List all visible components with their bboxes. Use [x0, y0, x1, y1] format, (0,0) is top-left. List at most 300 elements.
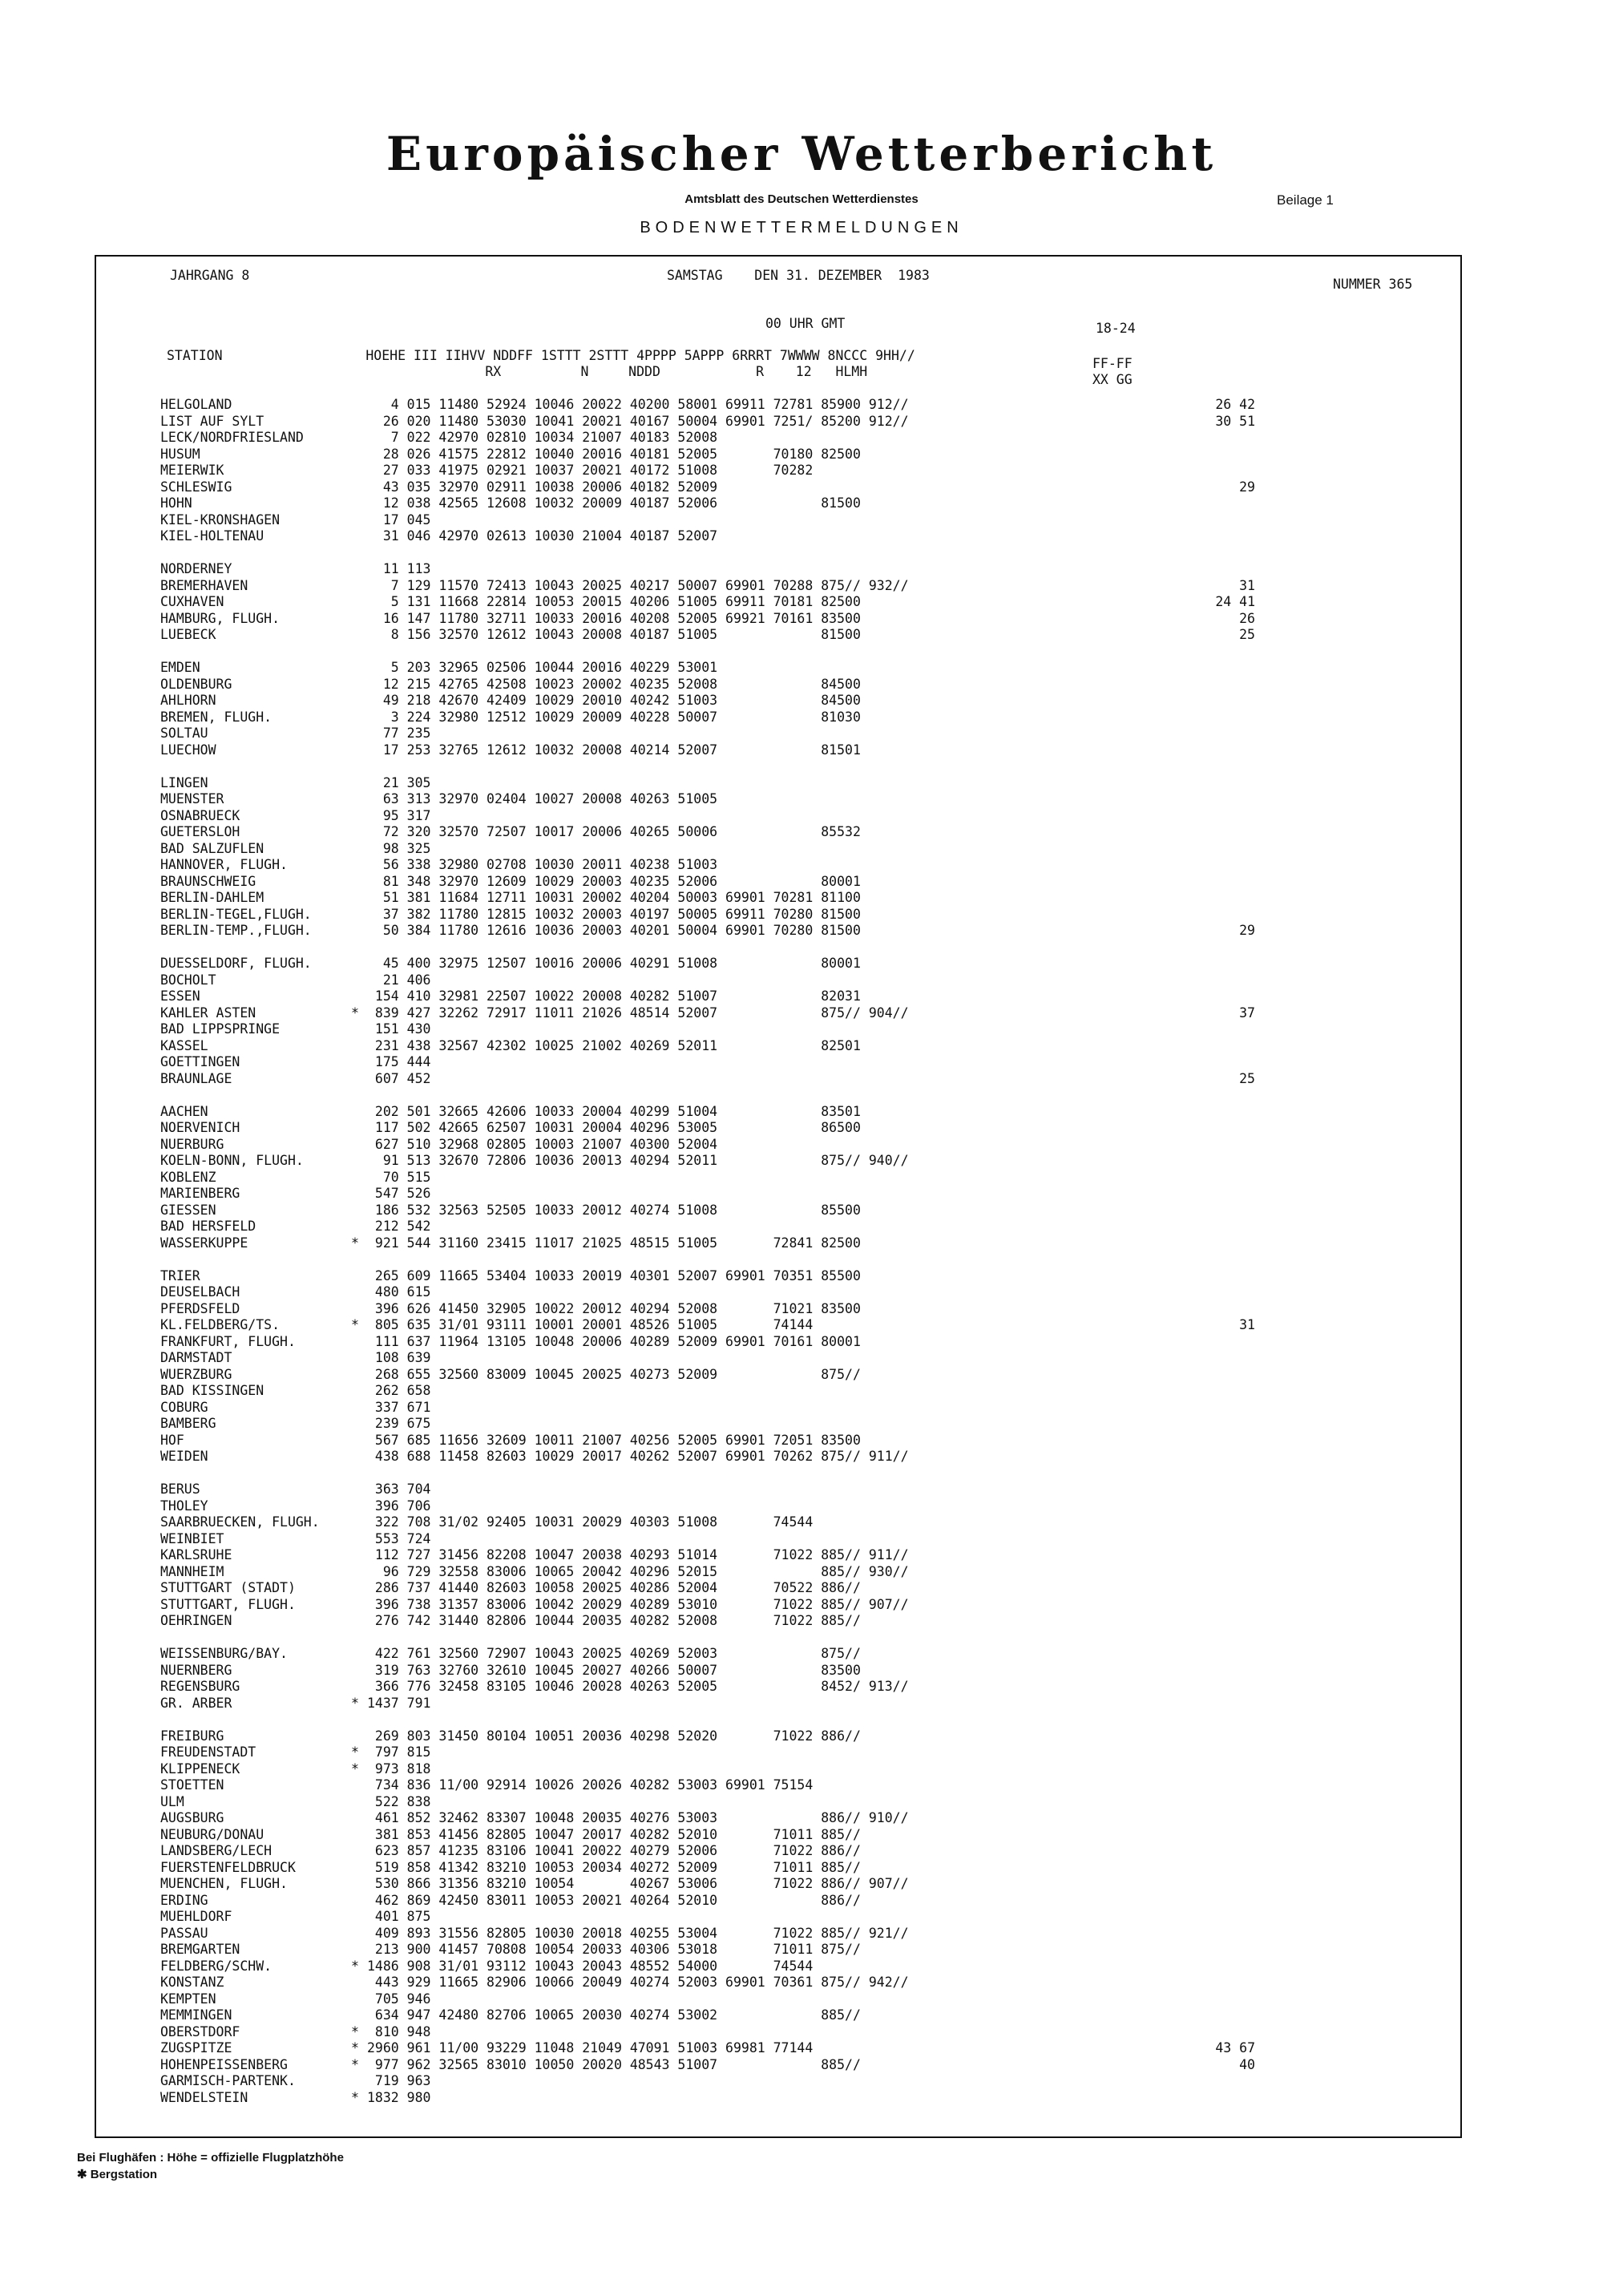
station-row	[160, 726, 1263, 742]
station-code-groups: 98 325	[367, 840, 431, 856]
station-code-groups: 17 045	[367, 511, 431, 528]
mountain-station-mark	[351, 1860, 367, 1877]
station-name: HOF	[160, 1432, 184, 1448]
station-wind-extra	[1137, 677, 1263, 693]
station-wind-extra	[1137, 1120, 1263, 1137]
station-row	[160, 808, 1263, 825]
mountain-station-mark	[351, 775, 367, 792]
station-row	[160, 594, 1263, 611]
station-name: SOLTAU	[160, 726, 208, 741]
station-name: BRAUNLAGE	[160, 1070, 232, 1086]
station-wind-extra	[1137, 2073, 1263, 2090]
station-wind-extra	[1137, 1219, 1263, 1235]
station-row	[160, 2090, 1263, 2107]
station-name: TRIER	[160, 1267, 200, 1283]
mountain-station-mark	[351, 1827, 367, 1844]
station-wind-extra	[1137, 561, 1263, 578]
station-wind-extra	[1137, 874, 1263, 891]
station-code-groups: 51 381 11684 12711 10031 20002 40204 50003 69901 70281 81100	[367, 890, 861, 905]
mountain-station-mark	[351, 1367, 367, 1384]
station-name: LECK/NORDFRIESLAND	[160, 430, 304, 445]
station-row	[160, 1433, 1263, 1449]
station-row	[160, 1975, 1263, 1991]
publisher-subtitle: Amtsblatt des Deutschen Wetterdienstes	[684, 192, 919, 206]
station-wind-extra	[1137, 1350, 1263, 1367]
extra-column-header-ff: FF-FF	[1092, 356, 1133, 371]
mountain-station-mark	[351, 1400, 367, 1417]
station-row	[160, 709, 1263, 726]
station-row	[160, 1350, 1263, 1367]
station-wind-extra	[1137, 1597, 1263, 1614]
station-row	[160, 1613, 1263, 1630]
station-wind-extra	[1137, 1104, 1263, 1121]
mountain-station-mark	[351, 808, 367, 825]
station-row	[160, 1449, 1263, 1465]
station-wind-extra	[1137, 1663, 1263, 1680]
station-row	[160, 1071, 1263, 1088]
station-name: WEIDEN	[160, 1449, 208, 1464]
mountain-station-mark	[351, 561, 367, 578]
station-name: KIEL-HOLTENAU	[160, 528, 264, 544]
date-label: SAMSTAG DEN 31. DEZEMBER 1983	[667, 268, 930, 283]
station-wind-extra	[1137, 1860, 1263, 1877]
station-row	[160, 1005, 1263, 1022]
station-name: KOBLENZ	[160, 1169, 216, 1185]
mountain-station-mark	[351, 512, 367, 529]
station-name: PFERDSFELD	[160, 1300, 240, 1316]
station-code-groups: 634 947 42480 82706 10065 20030 40274 53002 885//	[367, 2007, 861, 2023]
station-row	[160, 578, 1263, 595]
station-name: BERUS	[160, 1481, 200, 1497]
station-code-groups: 26 020 11480 53030 10041 20021 40167 50004 69901 7251/ 85200 912//	[367, 413, 909, 429]
station-code-groups: 522 838	[367, 1793, 431, 1809]
mountain-station-mark	[351, 479, 367, 496]
station-row	[160, 1400, 1263, 1417]
mountain-station-mark	[351, 495, 367, 512]
footnote-airports: Bei Flughäfen : Höhe = offizielle Flugplatzhöhe	[77, 2151, 344, 2165]
station-row	[160, 1235, 1263, 1252]
station-wind-extra	[1137, 1137, 1263, 1154]
station-wind-extra	[1137, 528, 1263, 545]
mountain-station-mark	[351, 824, 367, 841]
station-row	[160, 1810, 1263, 1827]
mountain-station-mark: *	[351, 2023, 359, 2039]
station-wind-extra	[1137, 775, 1263, 792]
station-code-groups: 553 724	[367, 1530, 431, 1546]
station-code-groups: 366 776 32458 83105 10046 20028 40263 52005 8452/ 913//	[367, 1679, 909, 1694]
mountain-station-mark	[351, 890, 367, 907]
station-row	[160, 1038, 1263, 1055]
station-name: AACHEN	[160, 1103, 208, 1119]
mountain-station-mark	[351, 1531, 367, 1548]
station-row	[160, 1926, 1263, 1942]
station-wind-extra: 25	[1239, 627, 1255, 642]
station-name: BAMBERG	[160, 1416, 216, 1431]
row-spacer	[160, 1630, 1263, 1647]
mountain-station-mark	[351, 1219, 367, 1235]
station-code-groups: 96 729 32558 83006 10065 20042 40296 52015 885// 930//	[367, 1563, 909, 1579]
station-name: MUENCHEN, FLUGH.	[160, 1876, 288, 1891]
mountain-station-mark	[351, 594, 367, 611]
station-name: CUXHAVEN	[160, 594, 224, 609]
station-name: BAD SALZUFLEN	[160, 840, 264, 856]
station-row	[160, 2024, 1263, 2041]
station-wind-extra	[1137, 907, 1263, 924]
station-row	[160, 414, 1263, 430]
mountain-station-mark	[351, 2007, 367, 2024]
station-code-groups: 705 946	[367, 1991, 431, 2007]
mountain-station-mark	[351, 907, 367, 924]
mountain-station-mark	[351, 1137, 367, 1154]
station-code-groups: 977 962 32565 83010 10050 20020 48543 51007 885//	[367, 2056, 861, 2072]
mountain-station-mark	[351, 1777, 367, 1794]
station-row	[160, 1367, 1263, 1384]
mountain-station-mark	[351, 1268, 367, 1285]
station-wind-extra	[1137, 1367, 1263, 1384]
station-code-groups: 21 305	[367, 774, 431, 790]
station-row	[160, 1170, 1263, 1186]
station-wind-extra	[1137, 1400, 1263, 1417]
station-wind-extra	[1137, 495, 1263, 512]
station-row	[160, 1876, 1263, 1893]
station-wind-extra	[1137, 890, 1263, 907]
station-name: SCHLESWIG	[160, 479, 232, 495]
row-spacer	[160, 545, 1263, 562]
station-wind-extra	[1137, 808, 1263, 825]
station-code-groups: 5 131 11668 22814 10053 20015 40206 51005 69911 70181 82500	[367, 594, 861, 609]
page-title: Europäischer Wetterbericht	[386, 127, 1217, 181]
station-name: BAD LIPPSPRINGE	[160, 1021, 281, 1037]
mountain-station-mark	[351, 1038, 367, 1055]
station-wind-extra	[1137, 1580, 1263, 1597]
station-code-groups: 810 948	[367, 2023, 431, 2039]
station-code-groups: 265 609 11665 53404 10033 20019 40301 52007 69901 70351 85500	[367, 1267, 861, 1283]
station-code-groups: 81 348 32970 12609 10029 20003 40235 52006 80001	[367, 873, 861, 889]
station-name: WENDELSTEIN	[160, 2089, 248, 2105]
row-spacer	[160, 940, 1263, 956]
station-code-groups: 734 836 11/00 92914 10026 20026 40282 53003 69901 75154	[367, 1777, 814, 1793]
station-wind-extra	[1137, 512, 1263, 529]
mountain-station-mark	[351, 578, 367, 595]
station-name: WEINBIET	[160, 1530, 224, 1546]
station-name: STOETTEN	[160, 1777, 224, 1793]
mountain-station-mark	[351, 1613, 367, 1630]
station-code-groups: 186 532 32563 52505 10033 20012 40274 51008 85500	[367, 1202, 861, 1218]
station-row	[160, 1203, 1263, 1219]
station-wind-extra	[1137, 1991, 1263, 2008]
station-row	[160, 1728, 1263, 1745]
station-code-groups: 213 900 41457 70808 10054 20033 40306 53018 71011 875//	[367, 1942, 861, 1957]
station-code-groups: 268 655 32560 83009 10045 20025 40273 52009 875//	[367, 1366, 861, 1382]
station-row	[160, 1696, 1263, 1712]
station-wind-extra	[1137, 1564, 1263, 1581]
mountain-station-mark: *	[351, 1958, 359, 1974]
station-name: PASSAU	[160, 1925, 208, 1941]
station-wind-extra: 26 42	[1215, 397, 1255, 412]
station-wind-extra	[1137, 693, 1263, 709]
station-name: HOHN	[160, 495, 192, 511]
station-code-groups: 117 502 42665 62507 10031 20004 40296 53005 86500	[367, 1120, 861, 1135]
mountain-station-mark	[351, 1926, 367, 1942]
station-row	[160, 1284, 1263, 1301]
station-row	[160, 890, 1263, 907]
station-name: BERLIN-DAHLEM	[160, 890, 264, 905]
station-row	[160, 677, 1263, 693]
station-wind-extra	[1137, 742, 1263, 759]
station-row	[160, 2073, 1263, 2090]
station-row	[160, 1663, 1263, 1680]
station-wind-extra	[1137, 1268, 1263, 1285]
mountain-station-mark	[351, 1334, 367, 1351]
station-wind-extra	[1137, 791, 1263, 808]
station-name: KAHLER ASTEN	[160, 1004, 256, 1021]
station-row	[160, 1794, 1263, 1811]
station-wind-extra	[1137, 1843, 1263, 1860]
station-wind-extra	[1137, 1186, 1263, 1203]
station-row	[160, 907, 1263, 924]
station-wind-extra	[1137, 1646, 1263, 1663]
station-code-groups: 2960 961 11/00 93229 11048 21049 47091 51003 69981 77144	[367, 2040, 814, 2055]
mountain-station-mark: *	[351, 2040, 359, 2055]
station-code-groups: 112 727 31456 82208 10047 20038 40293 51014 71022 885// 911//	[367, 1547, 909, 1562]
station-row	[160, 824, 1263, 841]
station-code-groups: 286 737 41440 82603 10058 20025 40286 52004 70522 886//	[367, 1580, 861, 1595]
mountain-station-mark	[351, 528, 367, 545]
station-wind-extra	[1137, 824, 1263, 841]
footnote-mountain-station: ✱ Bergstation	[77, 2168, 158, 2181]
station-name: LUEBECK	[160, 627, 216, 642]
station-row	[160, 1498, 1263, 1515]
station-code-groups: 95 317	[367, 807, 431, 823]
station-wind-extra	[1137, 841, 1263, 858]
station-code-groups: 111 637 11964 13105 10048 20006 40289 52009 69901 70161 80001	[367, 1333, 861, 1349]
station-name: WEISSENBURG/BAY.	[160, 1646, 288, 1661]
station-name: MEIERWIK	[160, 463, 224, 478]
station-name: OLDENBURG	[160, 676, 232, 692]
station-wind-extra	[1137, 1958, 1263, 1975]
station-name: GR. ARBER	[160, 1695, 232, 1711]
station-name: AHLHORN	[160, 693, 216, 708]
station-name: ESSEN	[160, 988, 200, 1004]
station-code-groups: 70 515	[367, 1169, 431, 1185]
station-code-groups: 5 203 32965 02506 10044 20016 40229 53001	[367, 660, 718, 675]
mountain-station-mark	[351, 430, 367, 447]
station-row	[160, 1827, 1263, 1844]
station-wind-extra: 30 51	[1215, 413, 1255, 429]
station-code-groups: 231 438 32567 42302 10025 21002 40269 52011 82501	[367, 1037, 861, 1053]
mountain-station-mark	[351, 611, 367, 628]
station-wind-extra	[1137, 1334, 1263, 1351]
mountain-station-mark	[351, 1021, 367, 1038]
station-wind-extra	[1137, 447, 1263, 463]
station-wind-extra	[1137, 1416, 1263, 1433]
mountain-station-mark: *	[351, 2089, 359, 2105]
station-wind-extra: 43 67	[1215, 2040, 1255, 2055]
station-wind-extra: 40	[1239, 2056, 1255, 2072]
mountain-station-mark	[351, 874, 367, 891]
station-code-groups: 921 544 31160 23415 11017 21025 48515 51005 72841 82500	[367, 1235, 861, 1251]
station-row	[160, 2057, 1263, 2074]
station-name: MUENSTER	[160, 791, 224, 806]
station-wind-extra: 29	[1239, 479, 1255, 495]
station-code-groups: 17 253 32765 12612 10032 20008 40214 52007 81501	[367, 742, 861, 758]
station-code-groups: 45 400 32975 12507 10016 20006 40291 51008 80001	[367, 956, 861, 971]
station-row	[160, 1547, 1263, 1564]
station-code-groups: 461 852 32462 83307 10048 20035 40276 53003 886// 910//	[367, 1810, 909, 1825]
mountain-station-mark	[351, 1383, 367, 1400]
station-name: SAARBRUECKEN, FLUGH.	[160, 1514, 320, 1530]
station-name: KOELN-BONN, FLUGH.	[160, 1153, 304, 1168]
station-name: DEUSELBACH	[160, 1284, 240, 1300]
station-code-groups: 396 706	[367, 1498, 431, 1514]
mountain-station-mark	[351, 1054, 367, 1071]
mountain-station-mark	[351, 1794, 367, 1811]
station-code-groups: 63 313 32970 02404 10027 20008 40263 51005	[367, 791, 718, 806]
station-wind-extra	[1137, 1728, 1263, 1745]
station-name: OSNABRUECK	[160, 807, 240, 823]
mountain-station-mark	[351, 2073, 367, 2090]
station-name: KONSTANZ	[160, 1975, 224, 1990]
station-code-groups: 396 626 41450 32905 10022 20012 40294 52008 71021 83500	[367, 1300, 861, 1316]
mountain-station-mark	[351, 1433, 367, 1449]
station-wind-extra	[1137, 1909, 1263, 1926]
station-row	[160, 972, 1263, 989]
mountain-station-mark	[351, 1597, 367, 1614]
station-code-groups: 16 147 11780 32711 10033 20016 40208 52005 69921 70161 83500	[367, 610, 861, 626]
station-table	[160, 397, 1263, 2106]
station-wind-extra	[1137, 660, 1263, 677]
station-code-groups: 719 963	[367, 2073, 431, 2088]
station-wind-extra	[1137, 1498, 1263, 1515]
station-code-groups: 443 929 11665 82906 10066 20049 40274 52003 69901 70361 875// 942//	[367, 1975, 909, 1990]
mountain-station-mark	[351, 1203, 367, 1219]
station-wind-extra	[1137, 1893, 1263, 1910]
station-code-groups: 530 866 31356 83210 10054 40267 53006 71022 886// 907//	[367, 1876, 909, 1891]
station-wind-extra	[1137, 1301, 1263, 1318]
station-name: BREMEN, FLUGH.	[160, 709, 273, 725]
station-code-groups: 363 704	[367, 1481, 431, 1497]
station-code-groups: 567 685 11656 32609 10011 21007 40256 52005 69901 72051 83500	[367, 1432, 861, 1448]
station-name: DUESSELDORF, FLUGH.	[160, 956, 312, 971]
station-name: OBERSTDORF	[160, 2023, 240, 2039]
station-name: KIEL-KRONSHAGEN	[160, 511, 281, 528]
mountain-station-mark	[351, 972, 367, 989]
station-wind-extra	[1137, 1531, 1263, 1548]
mountain-station-mark	[351, 1416, 367, 1433]
mountain-station-mark	[351, 1975, 367, 1991]
mountain-station-mark	[351, 1153, 367, 1170]
station-row	[160, 1268, 1263, 1285]
station-row	[160, 1580, 1263, 1597]
station-row	[160, 1991, 1263, 2008]
station-row	[160, 1317, 1263, 1334]
station-code-groups: 72 320 32570 72507 10017 20006 40265 50006 85532	[367, 824, 861, 839]
mountain-station-mark	[351, 1810, 367, 1827]
mountain-station-mark	[351, 1301, 367, 1318]
station-code-groups: 91 513 32670 72806 10036 20013 40294 52011 875// 940//	[367, 1153, 909, 1168]
mountain-station-mark	[351, 791, 367, 808]
station-name: BRAUNSCHWEIG	[160, 873, 256, 889]
station-code-groups: 480 615	[367, 1284, 431, 1300]
station-name: COBURG	[160, 1399, 208, 1415]
station-name: NORDERNEY	[160, 561, 232, 576]
station-row	[160, 1843, 1263, 1860]
mountain-station-mark	[351, 1449, 367, 1465]
station-name: GIESSEN	[160, 1202, 216, 1218]
station-wind-extra: 29	[1239, 923, 1255, 938]
station-row	[160, 479, 1263, 496]
station-row	[160, 1104, 1263, 1121]
mountain-station-mark	[351, 1350, 367, 1367]
station-row	[160, 2007, 1263, 2024]
station-code-groups: 12 215 42765 42508 10023 20002 40235 52008 84500	[367, 676, 861, 692]
mountain-station-mark	[351, 1893, 367, 1910]
station-code-groups: 151 430	[367, 1021, 431, 1037]
station-code-groups: 3 224 32980 12512 10029 20009 40228 50007 81030	[367, 709, 861, 725]
mountain-station-mark	[351, 841, 367, 858]
station-name: GOETTINGEN	[160, 1054, 240, 1069]
mountain-station-mark: *	[351, 1317, 359, 1332]
mountain-station-mark	[351, 1514, 367, 1531]
station-wind-extra	[1137, 1827, 1263, 1844]
station-row	[160, 2040, 1263, 2057]
station-wind-extra	[1137, 1876, 1263, 1893]
station-name: NOERVENICH	[160, 1120, 240, 1135]
station-wind-extra	[1137, 1975, 1263, 1991]
station-row	[160, 528, 1263, 545]
station-name: KLIPPENECK	[160, 1760, 240, 1777]
mountain-station-mark	[351, 1547, 367, 1564]
station-code-groups: 28 026 41575 22812 10040 20016 40181 52005 70180 82500	[367, 446, 861, 462]
station-name: KASSEL	[160, 1037, 208, 1053]
mountain-station-mark	[351, 726, 367, 742]
station-name: ZUGSPITZE	[160, 2040, 232, 2055]
column-header-line2: RX N NDDD R 12 HLMH	[167, 364, 868, 379]
station-wind-extra	[1137, 1038, 1263, 1055]
station-wind-extra	[1137, 726, 1263, 742]
station-code-groups: 27 033 41975 02921 10037 20021 40172 51008 70282	[367, 463, 814, 478]
station-wind-extra	[1137, 1794, 1263, 1811]
station-name: FELDBERG/SCHW.	[160, 1958, 273, 1974]
mountain-station-mark	[351, 1728, 367, 1745]
station-code-groups: 49 218 42670 42409 10029 20010 40242 51003 84500	[367, 693, 861, 708]
station-wind-extra	[1137, 1613, 1263, 1630]
station-row	[160, 1909, 1263, 1926]
mountain-station-mark	[351, 1580, 367, 1597]
station-wind-extra	[1137, 1449, 1263, 1465]
station-wind-extra	[1137, 1514, 1263, 1531]
mountain-station-mark: *	[351, 1695, 359, 1711]
station-wind-extra	[1137, 1777, 1263, 1794]
station-row	[160, 841, 1263, 858]
station-row	[160, 1514, 1263, 1531]
station-row	[160, 874, 1263, 891]
station-row	[160, 463, 1263, 479]
mountain-station-mark	[351, 1104, 367, 1121]
station-code-groups: 262 658	[367, 1383, 431, 1398]
station-wind-extra	[1137, 2007, 1263, 2024]
station-code-groups: 627 510 32968 02805 10003 21007 40300 52004	[367, 1136, 718, 1152]
mountain-station-mark	[351, 414, 367, 430]
station-row	[160, 857, 1263, 874]
station-code-groups: 12 038 42565 12608 10032 20009 40187 52006 81500	[367, 495, 861, 511]
station-name: WASSERKUPPE	[160, 1235, 248, 1251]
station-name: HANNOVER, FLUGH.	[160, 857, 288, 872]
station-row	[160, 1531, 1263, 1548]
station-row	[160, 1761, 1263, 1778]
mountain-station-mark	[351, 627, 367, 644]
station-row	[160, 660, 1263, 677]
